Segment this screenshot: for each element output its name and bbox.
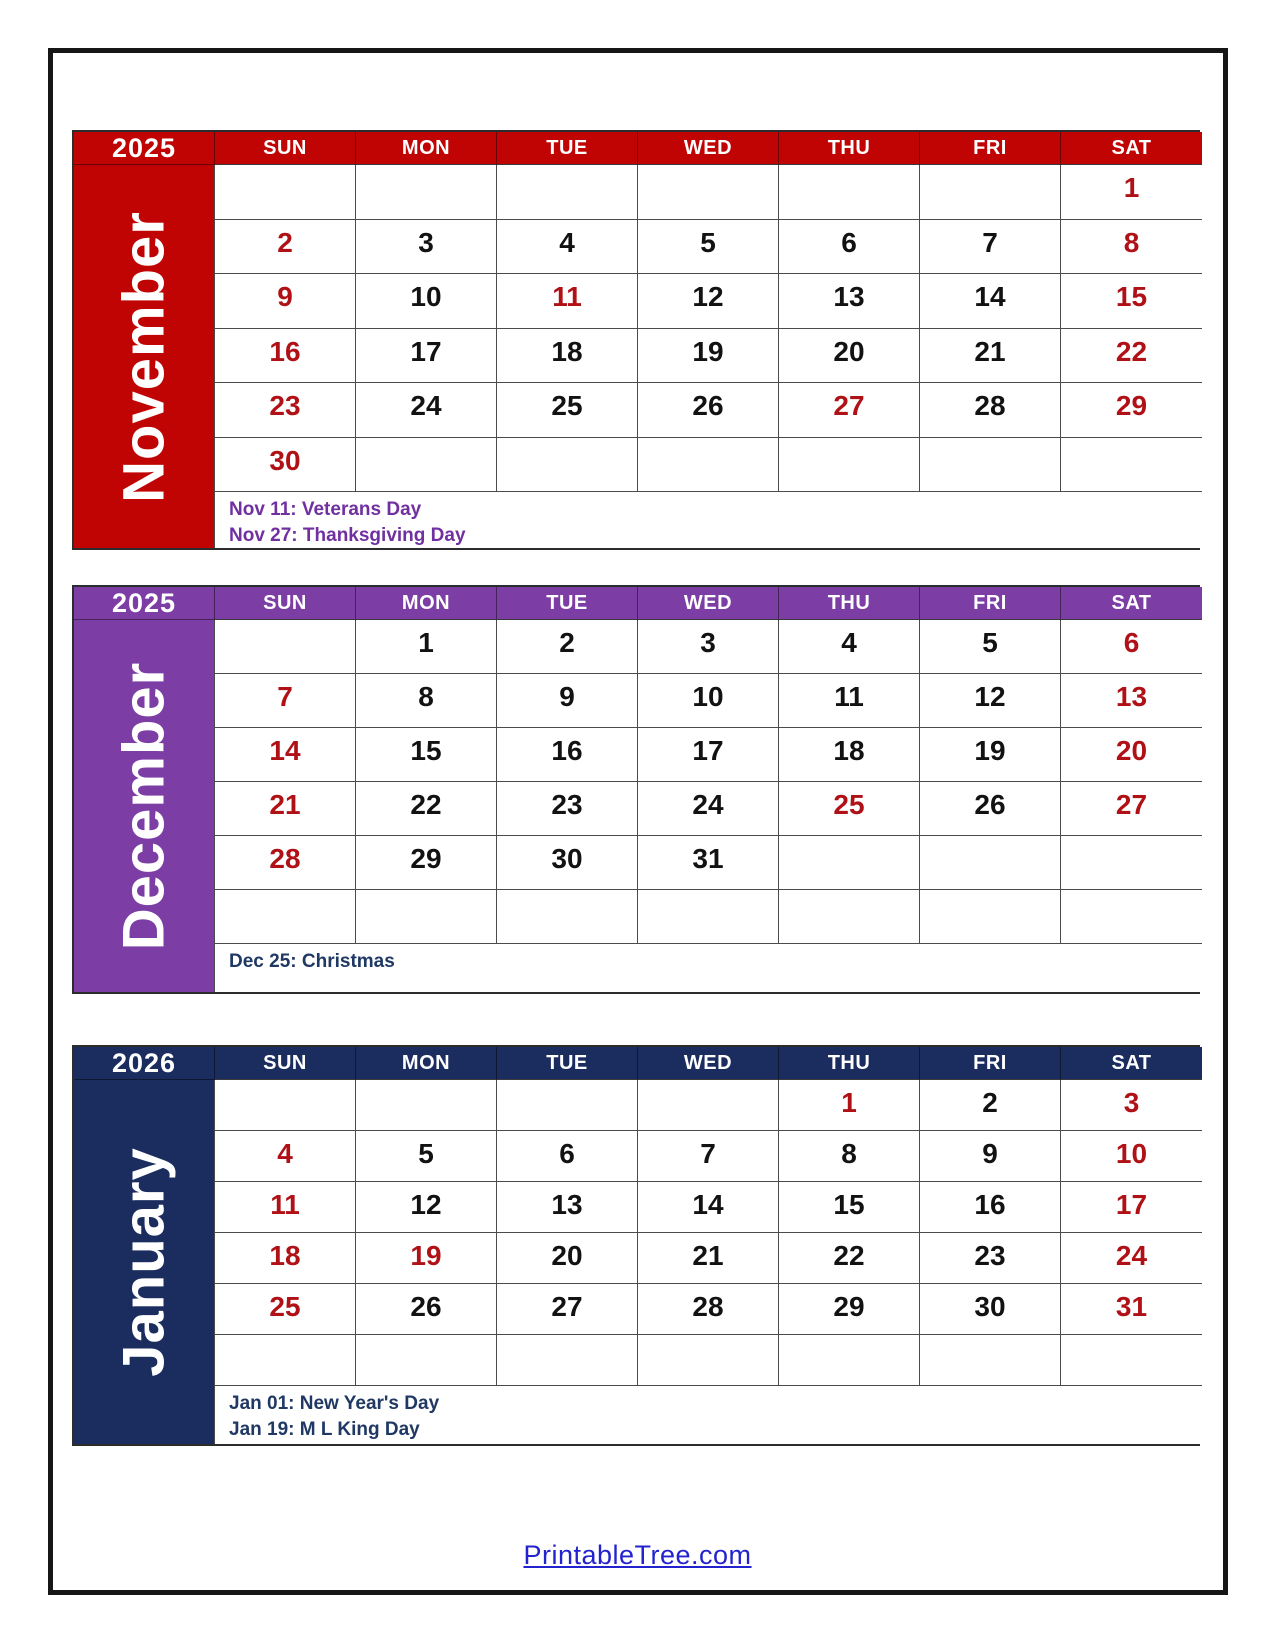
day-cell-15: 15 <box>1061 274 1202 329</box>
month-block-december-2025 <box>72 585 1200 994</box>
day-cell-29: 29 <box>1061 383 1202 438</box>
day-cell-9: 9 <box>215 274 356 329</box>
day-cell-5: 5 <box>920 620 1061 674</box>
day-cell-empty <box>215 890 356 944</box>
day-cell-11: 11 <box>215 1182 356 1233</box>
month-name-vertical: December <box>111 661 177 951</box>
day-cell-25: 25 <box>779 782 920 836</box>
day-cell-1: 1 <box>356 620 497 674</box>
month-banner <box>74 165 215 548</box>
day-cell-empty <box>215 1335 356 1386</box>
day-cell-12: 12 <box>920 674 1061 728</box>
day-cell-24: 24 <box>638 782 779 836</box>
day-cell-2: 2 <box>920 1080 1061 1131</box>
day-cell-27: 27 <box>497 1284 638 1335</box>
weekday-header-thu: THU <box>779 587 920 620</box>
day-cell-5: 5 <box>356 1131 497 1182</box>
day-cell-3: 3 <box>356 220 497 275</box>
day-cell-empty <box>497 165 638 220</box>
day-cell-7: 7 <box>638 1131 779 1182</box>
day-cell-empty <box>638 890 779 944</box>
day-cell-30: 30 <box>215 438 356 493</box>
day-cell-23: 23 <box>920 1233 1061 1284</box>
day-cell-4: 4 <box>215 1131 356 1182</box>
day-cell-empty <box>638 1080 779 1131</box>
day-cell-27: 27 <box>1061 782 1202 836</box>
day-cell-empty <box>638 165 779 220</box>
day-cell-empty <box>215 620 356 674</box>
month-banner <box>74 1080 215 1444</box>
day-cell-20: 20 <box>497 1233 638 1284</box>
day-cell-21: 21 <box>215 782 356 836</box>
year-label: 2026 <box>74 1047 215 1080</box>
weekday-header-wed: WED <box>638 587 779 620</box>
day-cell-empty <box>215 1080 356 1131</box>
day-cell-8: 8 <box>1061 220 1202 275</box>
day-cell-16: 16 <box>215 329 356 384</box>
day-cell-7: 7 <box>215 674 356 728</box>
day-cell-11: 11 <box>497 274 638 329</box>
day-cell-empty <box>1061 1335 1202 1386</box>
day-cell-29: 29 <box>779 1284 920 1335</box>
weekday-header-sat: SAT <box>1061 587 1202 620</box>
weekday-header-fri: FRI <box>920 132 1061 165</box>
day-cell-3: 3 <box>1061 1080 1202 1131</box>
day-cell-24: 24 <box>1061 1233 1202 1284</box>
weekday-header-thu: THU <box>779 1047 920 1080</box>
day-cell-empty <box>920 836 1061 890</box>
day-cell-21: 21 <box>920 329 1061 384</box>
day-cell-empty <box>920 165 1061 220</box>
day-cell-19: 19 <box>920 728 1061 782</box>
day-cell-17: 17 <box>356 329 497 384</box>
day-cell-6: 6 <box>779 220 920 275</box>
holiday-note: Jan 01: New Year's Day <box>229 1393 440 1414</box>
day-cell-13: 13 <box>497 1182 638 1233</box>
day-cell-10: 10 <box>638 674 779 728</box>
day-cell-26: 26 <box>356 1284 497 1335</box>
day-cell-16: 16 <box>497 728 638 782</box>
day-cell-6: 6 <box>1061 620 1202 674</box>
day-cell-27: 27 <box>779 383 920 438</box>
calendar-grid-november <box>72 130 1200 550</box>
month-block-november-2025 <box>72 130 1200 550</box>
day-cell-12: 12 <box>356 1182 497 1233</box>
footer-link[interactable]: PrintableTree.com <box>523 1540 752 1570</box>
day-cell-13: 13 <box>1061 674 1202 728</box>
day-cell-29: 29 <box>356 836 497 890</box>
weekday-header-mon: MON <box>356 587 497 620</box>
day-cell-17: 17 <box>638 728 779 782</box>
year-label: 2025 <box>74 587 215 620</box>
day-cell-1: 1 <box>779 1080 920 1131</box>
month-block-january-2026 <box>72 1045 1200 1446</box>
day-cell-28: 28 <box>920 383 1061 438</box>
weekday-header-wed: WED <box>638 132 779 165</box>
day-cell-5: 5 <box>638 220 779 275</box>
day-cell-7: 7 <box>920 220 1061 275</box>
day-cell-22: 22 <box>356 782 497 836</box>
holiday-note: Nov 11: Veterans Day <box>229 499 422 520</box>
weekday-header-tue: TUE <box>497 132 638 165</box>
day-cell-empty <box>215 165 356 220</box>
day-cell-empty <box>638 438 779 493</box>
day-cell-30: 30 <box>497 836 638 890</box>
day-cell-3: 3 <box>638 620 779 674</box>
day-cell-6: 6 <box>497 1131 638 1182</box>
day-cell-15: 15 <box>356 728 497 782</box>
day-cell-empty <box>779 1335 920 1386</box>
month-banner <box>74 620 215 992</box>
day-cell-11: 11 <box>779 674 920 728</box>
day-cell-empty <box>356 1335 497 1386</box>
day-cell-16: 16 <box>920 1182 1061 1233</box>
day-cell-18: 18 <box>779 728 920 782</box>
day-cell-8: 8 <box>356 674 497 728</box>
day-cell-2: 2 <box>215 220 356 275</box>
day-cell-12: 12 <box>638 274 779 329</box>
day-cell-26: 26 <box>638 383 779 438</box>
day-cell-18: 18 <box>215 1233 356 1284</box>
day-cell-22: 22 <box>779 1233 920 1284</box>
day-cell-empty <box>920 890 1061 944</box>
year-label: 2025 <box>74 132 215 165</box>
weekday-header-sun: SUN <box>215 132 356 165</box>
day-cell-22: 22 <box>1061 329 1202 384</box>
day-cell-25: 25 <box>215 1284 356 1335</box>
day-cell-10: 10 <box>1061 1131 1202 1182</box>
day-cell-14: 14 <box>920 274 1061 329</box>
day-cell-4: 4 <box>497 220 638 275</box>
day-cell-28: 28 <box>638 1284 779 1335</box>
day-cell-23: 23 <box>215 383 356 438</box>
footer <box>0 1540 1275 1571</box>
day-cell-empty <box>1061 890 1202 944</box>
day-cell-31: 31 <box>638 836 779 890</box>
day-cell-empty <box>779 438 920 493</box>
day-cell-1: 1 <box>1061 165 1202 220</box>
day-cell-empty <box>497 1335 638 1386</box>
day-cell-17: 17 <box>1061 1182 1202 1233</box>
weekday-header-sun: SUN <box>215 587 356 620</box>
month-name-vertical: November <box>111 210 177 503</box>
holiday-notes <box>215 492 1202 548</box>
day-cell-20: 20 <box>779 329 920 384</box>
day-cell-21: 21 <box>638 1233 779 1284</box>
day-cell-31: 31 <box>1061 1284 1202 1335</box>
day-cell-26: 26 <box>920 782 1061 836</box>
weekday-header-tue: TUE <box>497 1047 638 1080</box>
day-cell-empty <box>779 165 920 220</box>
day-cell-9: 9 <box>920 1131 1061 1182</box>
month-name-vertical: January <box>111 1147 177 1377</box>
day-cell-empty <box>497 1080 638 1131</box>
day-cell-empty <box>356 165 497 220</box>
day-cell-empty <box>356 438 497 493</box>
day-cell-empty <box>497 890 638 944</box>
weekday-header-tue: TUE <box>497 587 638 620</box>
day-cell-23: 23 <box>497 782 638 836</box>
holiday-note: Dec 25: Christmas <box>229 951 395 972</box>
day-cell-10: 10 <box>356 274 497 329</box>
day-cell-empty <box>779 836 920 890</box>
weekday-header-sat: SAT <box>1061 132 1202 165</box>
day-cell-empty <box>779 890 920 944</box>
day-cell-empty <box>356 1080 497 1131</box>
holiday-notes <box>215 1386 1202 1444</box>
day-cell-empty <box>920 438 1061 493</box>
weekday-header-fri: FRI <box>920 1047 1061 1080</box>
day-cell-20: 20 <box>1061 728 1202 782</box>
day-cell-2: 2 <box>497 620 638 674</box>
holiday-note: Jan 19: M L King Day <box>229 1418 420 1440</box>
day-cell-19: 19 <box>638 329 779 384</box>
weekday-header-sun: SUN <box>215 1047 356 1080</box>
weekday-header-thu: THU <box>779 132 920 165</box>
day-cell-19: 19 <box>356 1233 497 1284</box>
day-cell-8: 8 <box>779 1131 920 1182</box>
day-cell-15: 15 <box>779 1182 920 1233</box>
day-cell-30: 30 <box>920 1284 1061 1335</box>
day-cell-empty <box>1061 836 1202 890</box>
day-cell-13: 13 <box>779 274 920 329</box>
calendar-grid-december <box>72 585 1200 994</box>
day-cell-14: 14 <box>638 1182 779 1233</box>
weekday-header-fri: FRI <box>920 587 1061 620</box>
day-cell-empty <box>638 1335 779 1386</box>
day-cell-empty <box>497 438 638 493</box>
holiday-note: Nov 27: Thanksgiving Day <box>229 524 466 546</box>
weekday-header-mon: MON <box>356 1047 497 1080</box>
day-cell-empty <box>920 1335 1061 1386</box>
calendar-grid-january <box>72 1045 1200 1446</box>
day-cell-18: 18 <box>497 329 638 384</box>
day-cell-empty <box>356 890 497 944</box>
holiday-notes <box>215 944 1202 992</box>
day-cell-24: 24 <box>356 383 497 438</box>
weekday-header-sat: SAT <box>1061 1047 1202 1080</box>
day-cell-25: 25 <box>497 383 638 438</box>
day-cell-9: 9 <box>497 674 638 728</box>
day-cell-empty <box>1061 438 1202 493</box>
day-cell-14: 14 <box>215 728 356 782</box>
weekday-header-wed: WED <box>638 1047 779 1080</box>
day-cell-4: 4 <box>779 620 920 674</box>
day-cell-28: 28 <box>215 836 356 890</box>
weekday-header-mon: MON <box>356 132 497 165</box>
